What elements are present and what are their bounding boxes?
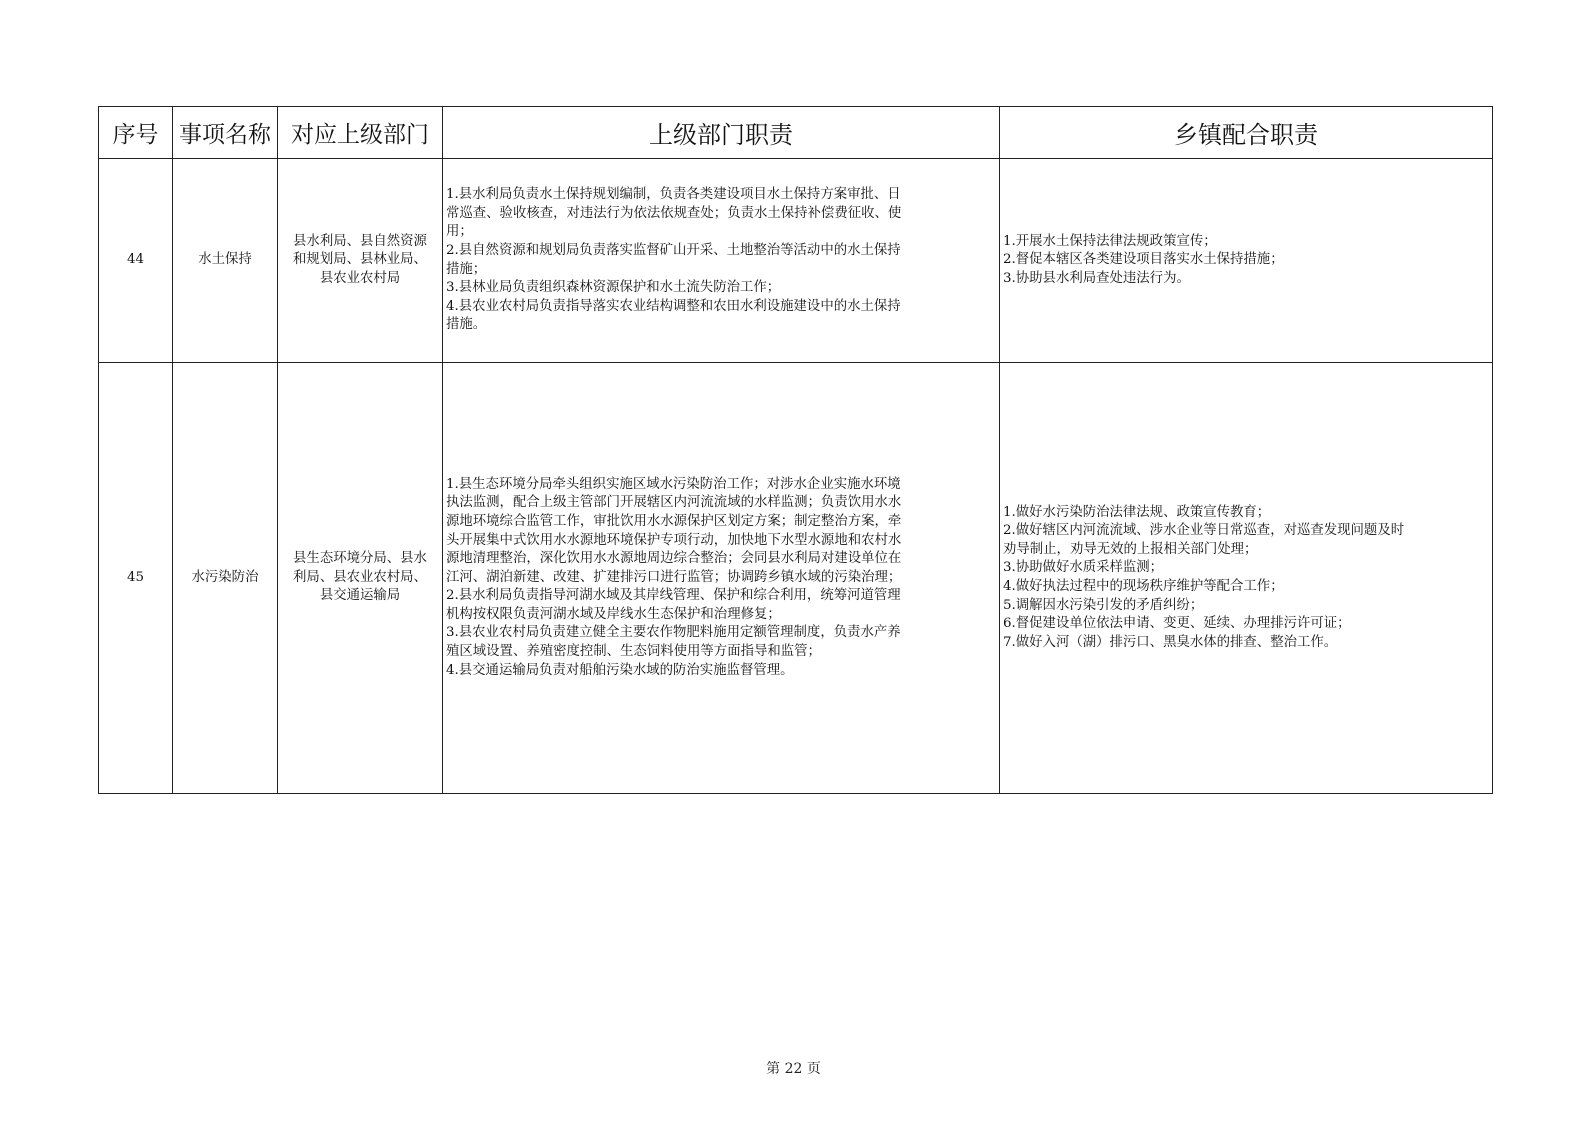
town-duty-line: 3.协助县水利局查处违法行为。: [1003, 270, 1190, 286]
dept-line: 县农业农村局: [319, 270, 401, 286]
row-upper-duties: [443, 363, 1000, 794]
town-duty-line: 2.督促本辖区各类建设项目落实水土保持措施；: [1003, 252, 1284, 268]
duty-line: 3.县农业农村局负责建立健全主要农作物肥料施用定额管理制度，负责水产养: [446, 625, 901, 641]
duty-table: [98, 106, 1493, 794]
table-row: [99, 159, 1493, 363]
town-duty-line: 6.督促建设单位依法申请、变更、延续、办理排污许可证；: [1003, 616, 1351, 632]
duty-line: 2.县水利局负责指导河湖水域及其岸线管理、保护和综合利用，统筹河道管理: [446, 588, 901, 604]
duty-line: 殖区域设置、养殖密度控制、生态饲料使用等方面指导和监管；: [446, 644, 821, 660]
duty-line: 机构按权限负责河湖水域及岸线水生态保护和治理修复；: [446, 606, 781, 622]
duty-line: 江河、湖泊新建、改建、扩建排污口进行监管；协调跨乡镇水域的污染治理；: [446, 569, 902, 585]
duty-line: 4.县交通运输局负责对船舶污染水域的防治实施监督管理。: [446, 662, 794, 678]
town-duty-line: 5.调解因水污染引发的矛盾纠纷；: [1003, 597, 1204, 613]
row-no: 44: [99, 159, 173, 363]
row-dept: [278, 159, 443, 363]
row-town-duties: [1000, 159, 1493, 363]
duty-line: 措施。: [446, 317, 487, 333]
duty-line: 3.县林业局负责组织森林资源保护和水土流失防治工作；: [446, 280, 781, 296]
dept-line: 县水利局、县自然资源: [293, 233, 427, 249]
town-duty-line: 7.做好入河（湖）排污口、黑臭水体的排查、整治工作。: [1003, 634, 1338, 650]
duty-line: 措施；: [446, 261, 487, 277]
duty-line: 用；: [446, 224, 473, 240]
town-duty-line: 2.做好辖区内河流流域、涉水企业等日常巡查，对巡查发现问题及时: [1003, 523, 1405, 539]
duty-line: 源地环境综合监管工作，审批饮用水水源保护区划定方案；制定整治方案，牵: [446, 513, 902, 529]
row-item: 水污染防治: [173, 363, 278, 794]
row-town-duties: [1000, 363, 1493, 794]
town-duty-line: 1.做好水污染防治法律法规、政策宣传教育；: [1003, 504, 1271, 520]
row-upper-duties: [443, 159, 1000, 363]
dept-line: 利局、县农业农村局、: [293, 569, 427, 585]
duty-line: 执法监测，配合上级主管部门开展辖区内河流流域的水样监测；负责饮用水水: [446, 495, 902, 511]
duty-line: 2.县自然资源和规划局负责落实监督矿山开采、土地整治等活动中的水土保持: [446, 242, 901, 258]
duty-line: 1.县生态环境分局牵头组织实施区域水污染防治工作；对涉水企业实施水环境: [446, 476, 901, 492]
duty-line: 常巡查、验收核查，对违法行为依法依规查处；负责水土保持补偿费征收、使: [446, 205, 902, 221]
town-duty-line: 4.做好执法过程中的现场秩序维护等配合工作；: [1003, 579, 1284, 594]
header-item: 事项名称: [173, 107, 278, 159]
town-duty-line: 3.协助做好水质采样监测；: [1003, 560, 1164, 576]
row-dept: [278, 363, 443, 794]
duty-line: 头开展集中式饮用水水源地环境保护专项行动，加快地下水型水源地和农村水: [446, 532, 902, 548]
row-item: 水土保持: [173, 159, 278, 363]
header-upper-duties: 上级部门职责: [443, 107, 1000, 159]
duty-line: 4.县农业农村局负责指导落实农业结构调整和农田水利设施建设中的水土保持: [446, 298, 901, 314]
dept-line: 县交通运输局: [319, 588, 401, 604]
town-duty-line: 1.开展水土保持法律法规政策宣传；: [1003, 233, 1217, 249]
duty-line: 1.县水利局负责水土保持规划编制，负责各类建设项目水土保持方案审批、日: [446, 187, 901, 203]
dept-line: 县生态环境分局、县水: [293, 551, 427, 567]
row-no: 45: [99, 363, 173, 794]
header-town-duties: 乡镇配合职责: [1000, 107, 1493, 159]
header-no: 序号: [99, 107, 173, 159]
header-dept: 对应上级部门: [278, 107, 443, 159]
town-duty-line: 劝导制止，劝导无效的上报相关部门处理；: [1003, 541, 1258, 557]
page-number: 第 22 页: [766, 1061, 821, 1077]
duty-line: 源地清理整治，深化饮用水水源地周边综合整治；会同县水利局对建设单位在: [446, 551, 902, 567]
header-row: [99, 107, 1493, 159]
table-row: [99, 363, 1493, 794]
dept-line: 和规划局、县林业局、: [293, 252, 427, 268]
